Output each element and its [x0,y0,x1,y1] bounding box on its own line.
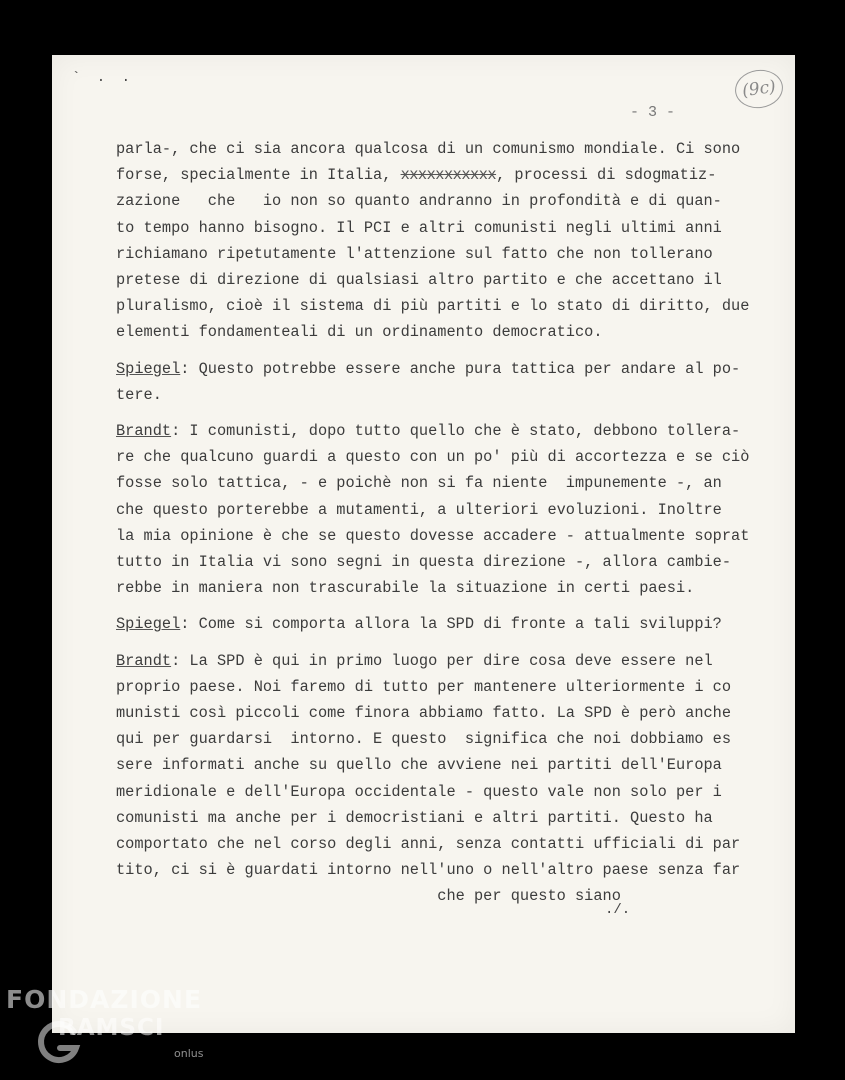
text-line: re che qualcuno guardi a questo con un po' più di accortezza e se ciò [116,448,750,467]
text-line: pluralismo, cioè il sistema di più partiti e lo stato di diritto, due [116,297,750,316]
text-line: forse, specialmente in Italia, xxxxxxxxxxx, processi di sdogmatiz- [116,166,717,185]
text-line: Brandt: La SPD è qui in primo luogo per dire cosa deve essere nel [116,651,713,670]
page-number: - 3 - [630,104,676,121]
speaker-brandt: Brandt [116,422,172,441]
watermark-g-logo-icon [34,1018,82,1066]
text-line: comunisti ma anche per i democristiani e altri partiti. Questo ha [116,808,713,827]
text-line: tere. [116,385,162,404]
text-line: proprio paese. Noi faremo di tutto per mantenere ulteriormente i co [116,677,732,696]
text-line: pretese di direzione di qualsiasi altro partito e che accettano il [116,271,722,290]
text-line: Spiegel: Questo potrebbe essere anche pura tattica per andare al po- [116,359,741,378]
paragraph-5 [116,648,756,910]
struck-out-word: xxxxxxxxxxx [400,166,497,185]
text-line: elementi fondamenteali di un ordinamento democratico. [116,323,603,342]
speaker-spiegel: Spiegel [116,615,181,634]
document-body [116,136,756,920]
text-line: parla-, che ci sia ancora qualcosa di un comunismo mondiale. Ci sono [116,140,741,158]
paragraph-1 [116,136,756,346]
corner-marks: ` . . [72,70,135,86]
text-line: comportato che nel corso degli anni, senza contatti ufficiali di par [116,835,741,854]
text-line: la mia opinione è che se questo dovesse accadere - attualmente soprat [116,526,750,545]
text-line: tito, ci si è guardati intorno nell'uno o nell'altro paese senza far [116,861,741,880]
text-line: fosse solo tattica, - e poichè non si fa niente impunemente -, an [116,474,722,493]
text-line: meridionale e dell'Europa occidentale - questo vale non solo per i [116,782,722,801]
archive-stamp: (9c) [733,67,786,111]
text-line: tutto in Italia vi sono segni in questa direzione -, allora cambie- [116,553,732,572]
paragraph-3 [116,418,756,601]
paragraph-4 [116,611,756,637]
text-line: Spiegel: Come si comporta allora la SPD di fronte a tali sviluppi? [116,615,722,634]
text-line: qui per guardarsi intorno. E questo significa che noi dobbiamo es [116,730,732,749]
text-line: munisti così piccoli come finora abbiamo fatto. La SPD è però anche [116,704,732,723]
text-line: rebbe in maniera non trascurabile la situazione in certi paesi. [116,579,695,598]
text-line: zazione che io non so quanto andranno in profondità e di quan- [116,192,722,211]
text-line: sere informati anche su quello che avviene nei partiti dell'Europa [116,756,722,775]
text-line: Brandt: I comunisti, dopo tutto quello che è stato, debbono tollera- [116,422,741,441]
speaker-brandt: Brandt [116,651,172,670]
continuation-mark: ./. [605,902,631,918]
paragraph-2 [116,356,756,408]
speaker-spiegel: Spiegel [116,359,181,378]
text-line: richiamano ripetutamente l'attenzione sul fatto che non tollerano [116,244,713,263]
watermark-onlus: onlus [174,1047,204,1060]
text-line: to tempo hanno bisogno. Il PCI e altri comunisti negli ultimi anni [116,218,722,237]
text-line: che questo porterebbe a mutamenti, a ulteriori evoluzioni. Inoltre [116,500,722,519]
watermark-line-1: FONDAZIONE [6,985,203,1014]
watermark-line-2: RAMSCI [58,1015,165,1041]
text-line: che per questo siano [116,887,621,906]
